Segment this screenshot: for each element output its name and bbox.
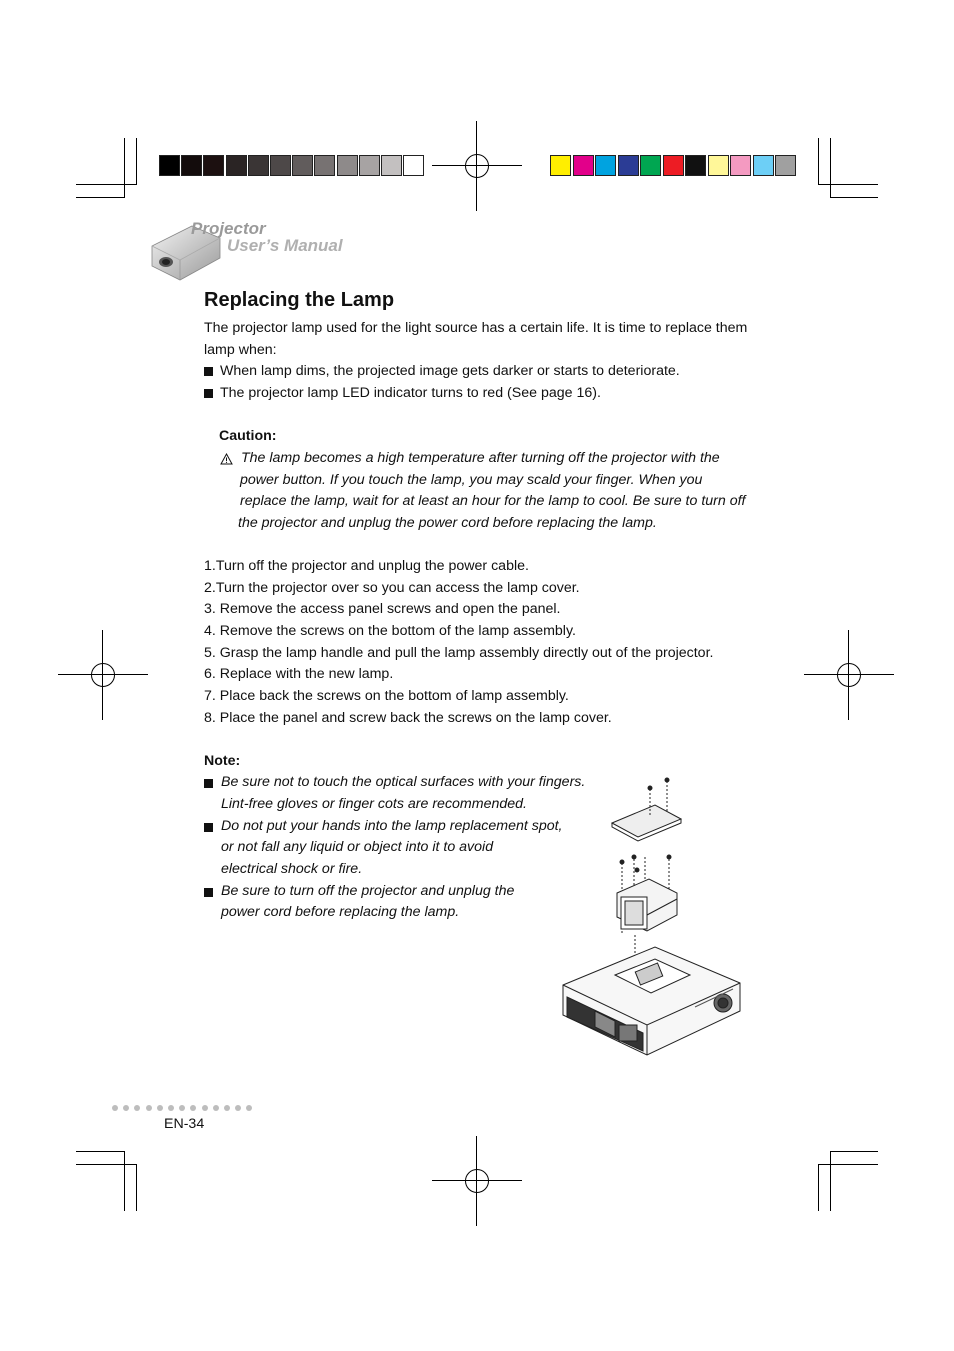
calibration-swatch xyxy=(685,155,706,176)
crop-mark xyxy=(830,138,831,198)
calibration-swatch xyxy=(181,155,202,176)
calibration-swatch xyxy=(595,155,616,176)
footer-dot xyxy=(168,1105,174,1111)
registration-mark-top xyxy=(432,121,522,211)
note-text: Be sure not to touch the optical surfaces with your fingers. xyxy=(221,774,586,790)
footer-dot xyxy=(235,1105,241,1111)
caution-label: Caution: xyxy=(219,428,277,444)
footer-dot xyxy=(112,1105,118,1111)
note-text: Be sure to turn off the projector and unplug the xyxy=(221,883,515,899)
footer-dot xyxy=(213,1105,219,1111)
crop-mark xyxy=(818,184,878,185)
crop-mark xyxy=(818,1164,878,1165)
caution-text: power button. If you touch the lamp, you may scald your finger. When you xyxy=(240,472,703,488)
crop-mark xyxy=(76,197,124,198)
footer-dot xyxy=(146,1105,152,1111)
calibration-swatch xyxy=(550,155,571,176)
note-text: or not fall any liquid or object into it to avoid xyxy=(221,839,494,855)
caution-text: The lamp becomes a high temperature after turning off the projector with the xyxy=(241,450,720,466)
footer-dot xyxy=(190,1105,196,1111)
calibration-swatch xyxy=(159,155,180,176)
caution-text: the projector and unplug the power cord before replacing the lamp. xyxy=(238,515,657,531)
footer-dot xyxy=(224,1105,230,1111)
crop-mark xyxy=(76,1151,124,1152)
calibration-swatch xyxy=(573,155,594,176)
footer-dot xyxy=(246,1105,252,1111)
calibration-swatch xyxy=(640,155,661,176)
registration-mark-left xyxy=(58,630,148,720)
footer-dot xyxy=(157,1105,163,1111)
page-title: Replacing the Lamp xyxy=(204,289,395,311)
crop-mark xyxy=(818,1164,819,1211)
calibration-swatch xyxy=(403,155,424,176)
crop-mark xyxy=(830,1151,831,1211)
calibration-swatch xyxy=(775,155,796,176)
step-item: 6. Replace with the new lamp. xyxy=(204,666,394,682)
note-text: electrical shock or fire. xyxy=(221,861,363,877)
calibration-swatch xyxy=(270,155,291,176)
brand-line-2: User’s Manual xyxy=(227,236,343,255)
calibration-swatch xyxy=(337,155,358,176)
page-number: EN-34 xyxy=(164,1116,205,1132)
crop-mark xyxy=(830,1151,878,1152)
lamp-replacement-illustration xyxy=(555,775,750,1065)
calibration-swatch xyxy=(203,155,224,176)
bullet-square-icon xyxy=(204,367,213,376)
bullet-square-icon xyxy=(204,389,213,398)
bullet-square-icon xyxy=(204,779,213,788)
footer-dot xyxy=(179,1105,185,1111)
intro-text: lamp when: xyxy=(204,342,277,358)
condition-item: When lamp dims, the projected image gets darker or starts to deteriorate. xyxy=(220,363,680,379)
calibration-swatch xyxy=(753,155,774,176)
footer-dot xyxy=(134,1105,140,1111)
note-text: power cord before replacing the lamp. xyxy=(221,904,460,920)
calibration-swatch xyxy=(226,155,247,176)
brand-line-1: Projector xyxy=(191,219,266,238)
step-item: 1.Turn off the projector and unplug the power cable. xyxy=(204,558,529,574)
calibration-swatch xyxy=(292,155,313,176)
crop-mark xyxy=(124,138,125,198)
calibration-swatch xyxy=(381,155,402,176)
calibration-swatch xyxy=(730,155,751,176)
crop-mark xyxy=(76,1164,136,1165)
note-text: Do not put your hands into the lamp replacement spot, xyxy=(221,818,563,834)
calibration-swatch xyxy=(248,155,269,176)
intro-text: The projector lamp used for the light source has a certain life. It is time to replace them xyxy=(204,320,748,336)
bullet-square-icon xyxy=(204,823,213,832)
caution-text: replace the lamp, wait for at least an hour for the lamp to cool. Be sure to turn off xyxy=(240,493,746,509)
condition-item: The projector lamp LED indicator turns to red (See page 16). xyxy=(220,385,601,401)
step-item: 3. Remove the access panel screws and open the panel. xyxy=(204,601,561,617)
crop-mark xyxy=(136,138,137,185)
footer-dot xyxy=(202,1105,208,1111)
calibration-swatch xyxy=(663,155,684,176)
crop-mark xyxy=(136,1164,137,1211)
calibration-swatch xyxy=(314,155,335,176)
step-item: 7. Place back the screws on the bottom of lamp assembly. xyxy=(204,688,569,704)
warning-triangle-icon xyxy=(220,452,233,470)
calibration-swatch xyxy=(708,155,729,176)
crop-mark xyxy=(818,138,819,185)
note-label: Note: xyxy=(204,753,241,769)
bullet-square-icon xyxy=(204,888,213,897)
step-item: 8. Place the panel and screw back the screws on the lamp cover. xyxy=(204,710,612,726)
step-item: 2.Turn the projector over so you can access the lamp cover. xyxy=(204,580,580,596)
calibration-swatch xyxy=(359,155,380,176)
registration-mark-right xyxy=(804,630,894,720)
calibration-swatch xyxy=(618,155,639,176)
registration-mark-bottom xyxy=(432,1136,522,1226)
crop-mark xyxy=(76,184,136,185)
crop-mark xyxy=(830,197,878,198)
footer-dot xyxy=(123,1105,129,1111)
step-item: 5. Grasp the lamp handle and pull the lamp assembly directly out of the projector. xyxy=(204,645,714,661)
note-text: Lint-free gloves or finger cots are recommended. xyxy=(221,796,527,812)
step-item: 4. Remove the screws on the bottom of the lamp assembly. xyxy=(204,623,576,639)
crop-mark xyxy=(124,1151,125,1211)
